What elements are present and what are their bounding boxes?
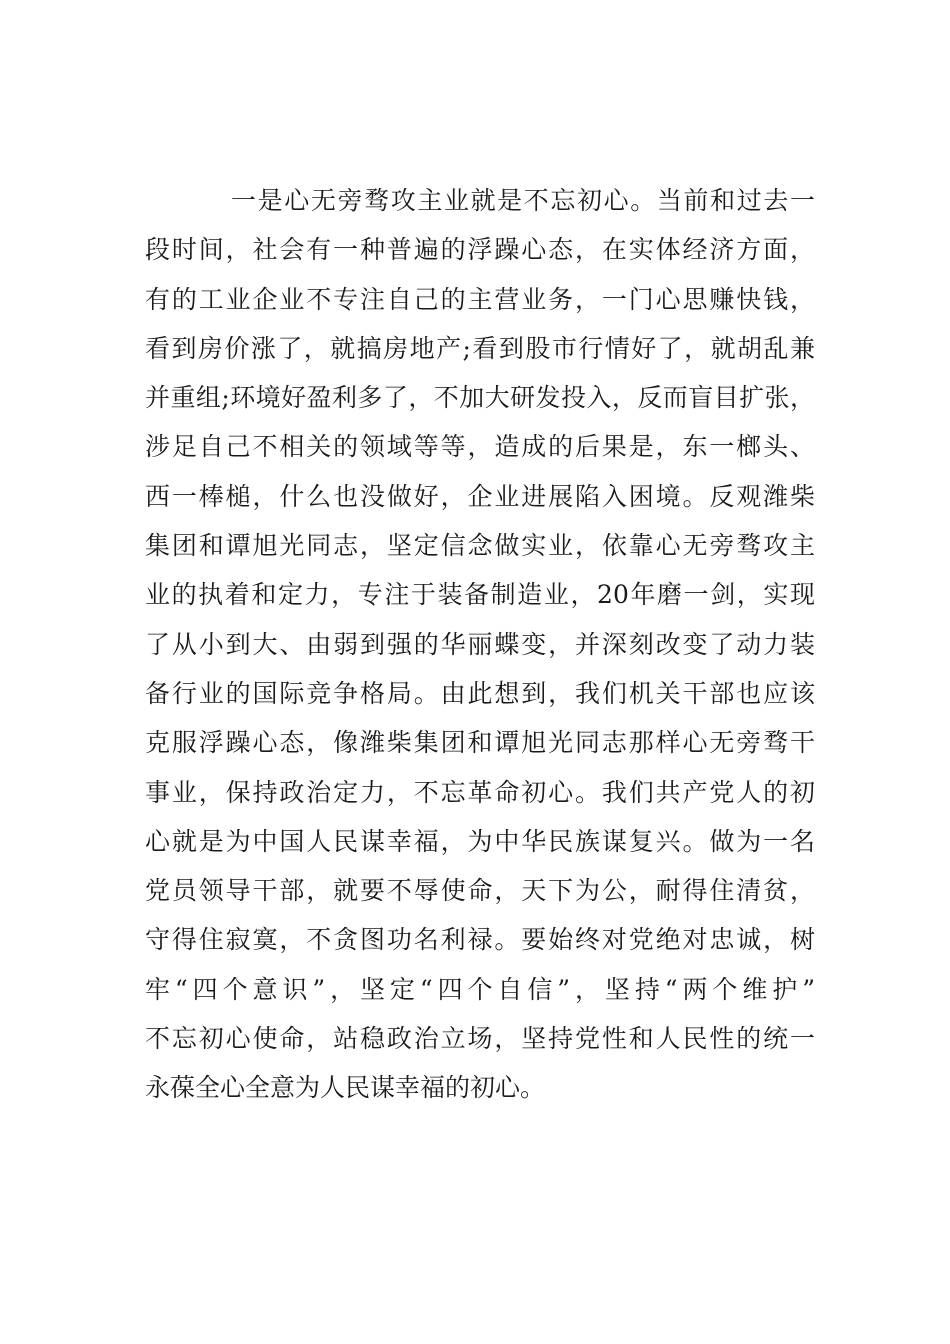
paragraph-line: 集团和谭旭光同志，坚定信念做实业，依靠心无旁骛攻主	[145, 531, 815, 561]
paragraph-line: 不忘初心使命，站稳政治立场，坚持党性和人民性的统一	[145, 1024, 815, 1054]
paragraph-line: 事业，保持政治定力，不忘革命初心。我们共产党人的初	[145, 777, 815, 807]
body-paragraph	[145, 176, 815, 1113]
paragraph-line: 党员领导干部，就要不辱使命，天下为公，耐得住清贫，	[145, 876, 815, 906]
paragraph-line: 一是心无旁骛攻主业就是不忘初心。当前和过去一	[231, 186, 815, 215]
paragraph-line: 牢“四个意识”，坚定“四个自信”，坚持“两个维护”	[145, 974, 815, 1004]
paragraph-line: 西一棒槌，什么也没做好，企业进展陷入困境。反观潍柴	[145, 481, 815, 511]
paragraph-line: 段时间，社会有一种普遍的浮躁心态，在实体经济方面，	[145, 235, 815, 265]
paragraph-line: 看到房价涨了，就搞房地产;看到股市行情好了，就胡乱兼	[145, 333, 815, 363]
paragraph-line: 并重组;环境好盈利多了，不加大研发投入，反而盲目扩张，	[145, 383, 815, 413]
paragraph-line: 业的执着和定力，专注于装备制造业，20年磨一剑，实现	[145, 580, 815, 610]
paragraph-line: 心就是为中国人民谋幸福，为中华民族谋复兴。做为一名	[145, 826, 815, 856]
paragraph-line: 备行业的国际竞争格局。由此想到，我们机关干部也应该	[145, 678, 815, 708]
paragraph-line: 克服浮躁心态，像潍柴集团和谭旭光同志那样心无旁骛干	[145, 728, 815, 758]
paragraph-line: 守得住寂寞，不贪图功名利禄。要始终对党绝对忠诚，树	[145, 925, 815, 955]
paragraph-line: 有的工业企业不专注自己的主营业务，一门心思赚快钱，	[145, 284, 815, 314]
paragraph-line: 涉足自己不相关的领域等等，造成的后果是，东一榔头、	[145, 432, 815, 462]
paragraph-line: 永葆全心全意为人民谋幸福的初心。	[145, 1073, 546, 1103]
paragraph-line: 了从小到大、由弱到强的华丽蝶变，并深刻改变了动力装	[145, 629, 815, 659]
